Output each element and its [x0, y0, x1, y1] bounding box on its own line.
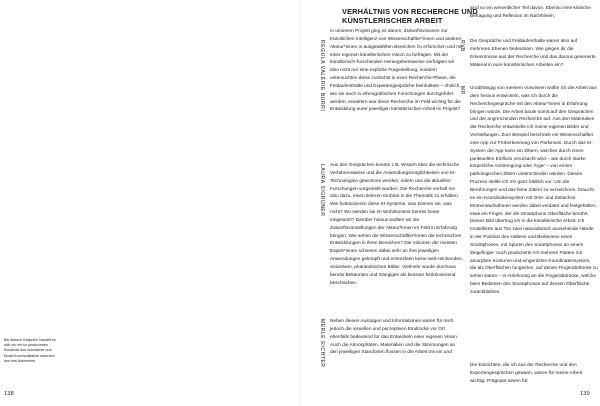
speaker-label-rvb: REGULA VALÉRIE BURRI [319, 40, 325, 112]
speaker-label-rvb-short: RVB [459, 40, 465, 52]
folio-right: 139 [580, 391, 590, 397]
speaker-label-mr: MERLE RICHTER [319, 319, 325, 368]
side-note: Bei diesem Gespräch handelt es sich um ein so produziertes Konstrukt aus mündlicher und Email-Kommunikation zwischen den drei Autorinnen. [4, 338, 56, 363]
page-gutter [300, 0, 301, 406]
paragraph-answer-ls: Aus den Gesprächen konnte z.B. Wissen über die technische Verfahrensweise und die Anwendungsmöglichkeiten von KI-Technologien gewonnen werden, indem uns die aktuellen Forschungen vorgestellt wurden. Die Recherche verhalf mir also dazu, einen tieferen Einblick in die Thematik zu erhalten. Wie funktionieren diese KI-Systeme, was können sie, was nicht? Wo werden sie im Wohnkontext bereits heute eingesetzt? Darüber hinaus wollten wir die Zukunftsvorstellungen der Akteur*innen im Feld in Erfahrung bringen. Wie sehen die Wissenschaftler*innen die technischen Entwicklungen in ihren Bereichen? Die Visionen der meisten Expert*innen schienen dabei sehr an ihre jeweiligen Anwendungen geknüpft und erstreckten keine weit-reichenden, visionären, phantastischen Bilder. Vielmehr wurde durchaus bereits Bekanntes und Gängiges als bessser funktionierend beschrieben. [330, 163, 463, 286]
paragraph-closing: Die Einsichten, die ich aus der Recherche und den Expertengesprächen gewann, waren für meine Arbeit wichtig. Prägnant waren für [470, 363, 582, 384]
paragraph-question-rvb: In unserem Projekt ging es darum, Zukunftsvisionen zur Künstlichen Intelligenz von Wissenschaftler*innen und anderer Akteur*innen in ausgewählten Bereichen zu erforschen und mit einer eigenen künstlerischen Vision zu befragen. Mit der künstlerisch-forschenden Herangehensweise verfolgten wir also nicht nur eine explizite Fragestellung, sondern untersuchten diese zunächst in einer Recherche-Phase, die Feldaufenthalte und Expertengespräche beinhaltete – öhnlich, wie sie auch in ethnografischen Forschungen durchgeführt werden. Inwiefern war diese Recherche im Feld wichtig für die Entwicklung eurer jeweiligen künstlerischen Arbeit im Projekt? [330, 29, 463, 113]
paragraph-question-rvb-2: Die Gespräche und Feldaufenthalte waren also auf mehreren Ebenen bedeutsam. Wie gingen dir die Erkenntnisse aus der Recherche und das darous generierte Material in eure künstlerischen Arbeiten ein? [470, 39, 596, 68]
folio-left: 138 [4, 391, 14, 397]
paragraph-answer-mr: Neben diesen Aussagen und Informationen waren für mich jedoch die visuellen und perzeptiven Eindrücke vor Ort ebenfalls bedeutend für das Entwickeln einer eigenen Vision. Auch die Atmosphären, Materialien und die Stimmungen an den jeweiligen Standorten flossen in die Arbeit mit ein und [330, 319, 459, 356]
paragraph-answer-mr-2: Unabhängig von meinem Vorwissen wollte ich die Arbeit aus dem heraus entwickeln, was ich durch die Recherchegespräche mit den Akteur*innen in Erfahrung bringen würde. Die Arbeit baute somit auf den Gesprächen und der angrenzenden Recherche auf. Aus den Materialien der Recherche entwickelte ich meine eigenen Bilder und Vorstellungen. Zum Beispiel beschrieb ein Wissenschaftler eine App zur Früherkennung von Parkinson. Durch das KI-System der App kann ein Zittern, welches durch einen punktuellen Einfluss verursacht wird – wie durch starke körperliche Anstrengung oder Ärger – von einem pathologischen Zittern unterschieden werden. Diesen Prozess stellte ich mir ganz bildlich vor: Um die Berührungen und das feine Zittern zu verzeichnen, braucht es ein Koordinatensystem mit Orts- und Zeitachse. Momentaufnahmen werden dabei verdatet und festgehalten, etwa ein Finger, der die Smartphone Oberfläche berührt. Dieses Bild übertrug ich in die künstlerische Arbeit: Ich modellierte aus Ton zwei naturalistisch aussehende Hände in der Position des Haltens und Bedienens eines Smartphones, mit Spuren des Smartphones an einem Zeigefinger. Auch produzierte ich mehrere Platten mit amorphen Konturen und eingeritzten Koordinatensystem, die als Oberflächen fungierten, auf denen Fingerabdrücke zu sehen waren – in Anlehnung an die Fingerabdrücke, welche beim Bedienen des Smartphones auf dessen Oberfläche zurückbleiben. [470, 86, 598, 295]
section-title: VERHÄLTNIS VON RECHERCHE UND KÜNSTLERISCHER ARBEIT [342, 7, 478, 25]
speaker-label-ls: LAURA SIGRÜNER [319, 164, 325, 217]
paragraph-continuation: sind so ein wesentlicher Teil davon. Ebenso eine kritische Befragung und Reflexion im Nachhinein. [470, 6, 591, 19]
speaker-label-mr-short: MR [459, 86, 465, 95]
